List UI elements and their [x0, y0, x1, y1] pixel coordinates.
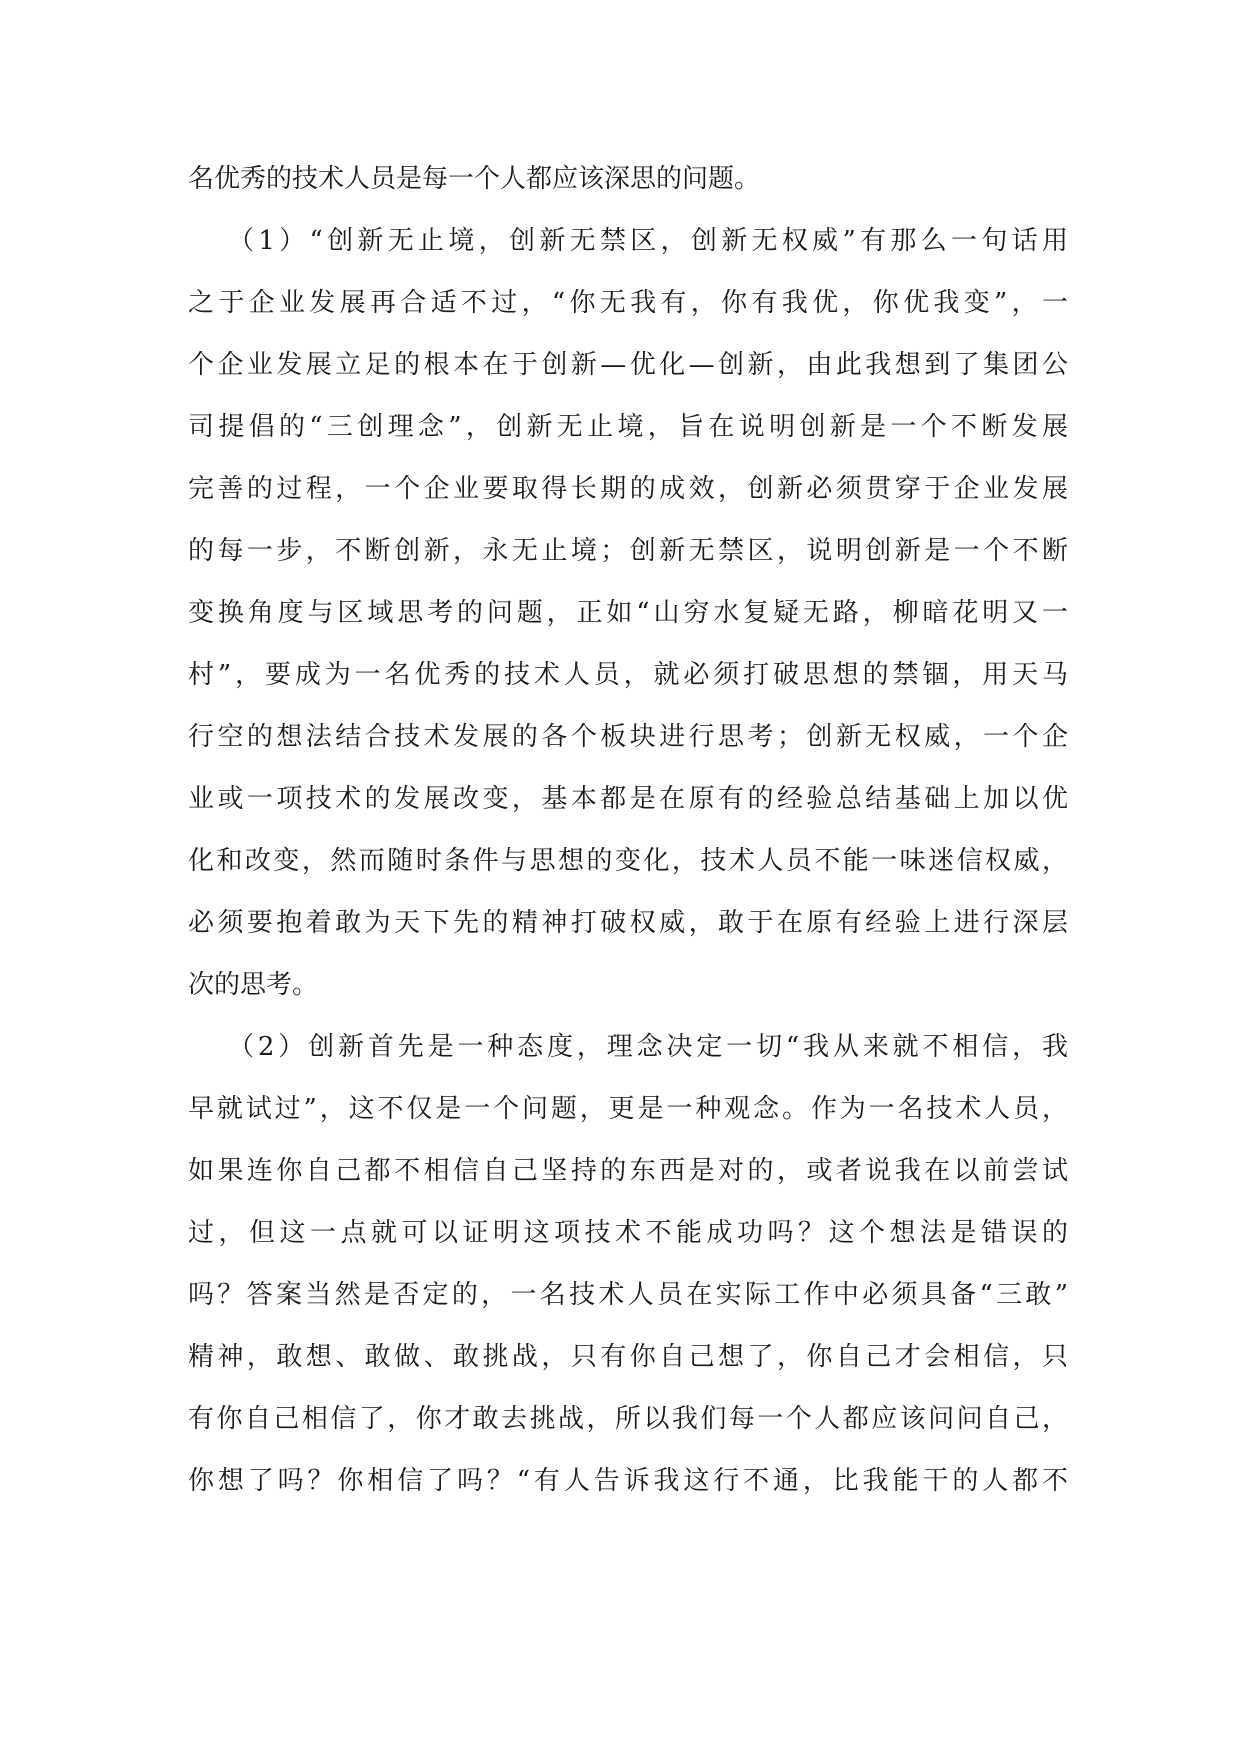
text-line: 化和改变，然而随时条件与思想的变化，技术人员不能一味迷信权威，	[188, 846, 1068, 876]
text-line: 业或一项技术的发展改变，基本都是在原有的经验总结基础上加以优	[188, 784, 1068, 814]
document-body	[188, 148, 1068, 1512]
text-line: 个企业发展立足的根本在于创新—优化—创新，由此我想到了集团公	[188, 350, 1068, 380]
text-line: 精神，敢想、敢做、敢挑战，只有你自己想了，你自己才会相信，只	[188, 1342, 1068, 1372]
text-line: 司提倡的“三创理念”，创新无止境，旨在说明创新是一个不断发展	[188, 412, 1068, 442]
text-line: 村”，要成为一名优秀的技术人员，就必须打破思想的禁锢，用天马	[188, 660, 1068, 690]
paragraph-1-first-line: （1）“创新无止境，创新无禁区，创新无权威”有那么一句话用	[228, 226, 1068, 256]
text-line: 完善的过程，一个企业要取得长期的成效，创新必须贯穿于企业发展	[188, 474, 1068, 504]
text-line: 之于企业发展再合适不过，“你无我有，你有我优，你优我变”，一	[188, 288, 1068, 318]
text-line: 名优秀的技术人员是每一个人都应该深思的问题。	[188, 164, 761, 194]
paragraph-2-first-line: （2）创新首先是一种态度，理念决定一切“我从来就不相信，我	[228, 1032, 1068, 1062]
text-line: 吗？答案当然是否定的，一名技术人员在实际工作中必须具备“三敢”	[188, 1280, 1068, 1310]
text-line: 的每一步，不断创新，永无止境；创新无禁区，说明创新是一个不断	[188, 536, 1068, 566]
text-line: 行空的想法结合技术发展的各个板块进行思考；创新无权威，一个企	[188, 722, 1068, 752]
text-line: 过，但这一点就可以证明这项技术不能成功吗？这个想法是错误的	[188, 1218, 1068, 1248]
text-line: 你想了吗？你相信了吗？“有人告诉我这行不通，比我能干的人都不	[188, 1466, 1068, 1496]
text-line: 次的思考。	[188, 970, 319, 1000]
text-line: 早就试过”，这不仅是一个问题，更是一种观念。作为一名技术人员，	[188, 1094, 1068, 1124]
text-line: 变换角度与区域思考的问题，正如“山穷水复疑无路，柳暗花明又一	[188, 598, 1068, 628]
text-line: 必须要抱着敢为天下先的精神打破权威，敢于在原有经验上进行深层	[188, 908, 1068, 938]
text-line: 如果连你自己都不相信自己坚持的东西是对的，或者说我在以前尝试	[188, 1156, 1068, 1186]
text-line: 有你自己相信了，你才敢去挑战，所以我们每一个人都应该问问自己，	[188, 1404, 1068, 1434]
